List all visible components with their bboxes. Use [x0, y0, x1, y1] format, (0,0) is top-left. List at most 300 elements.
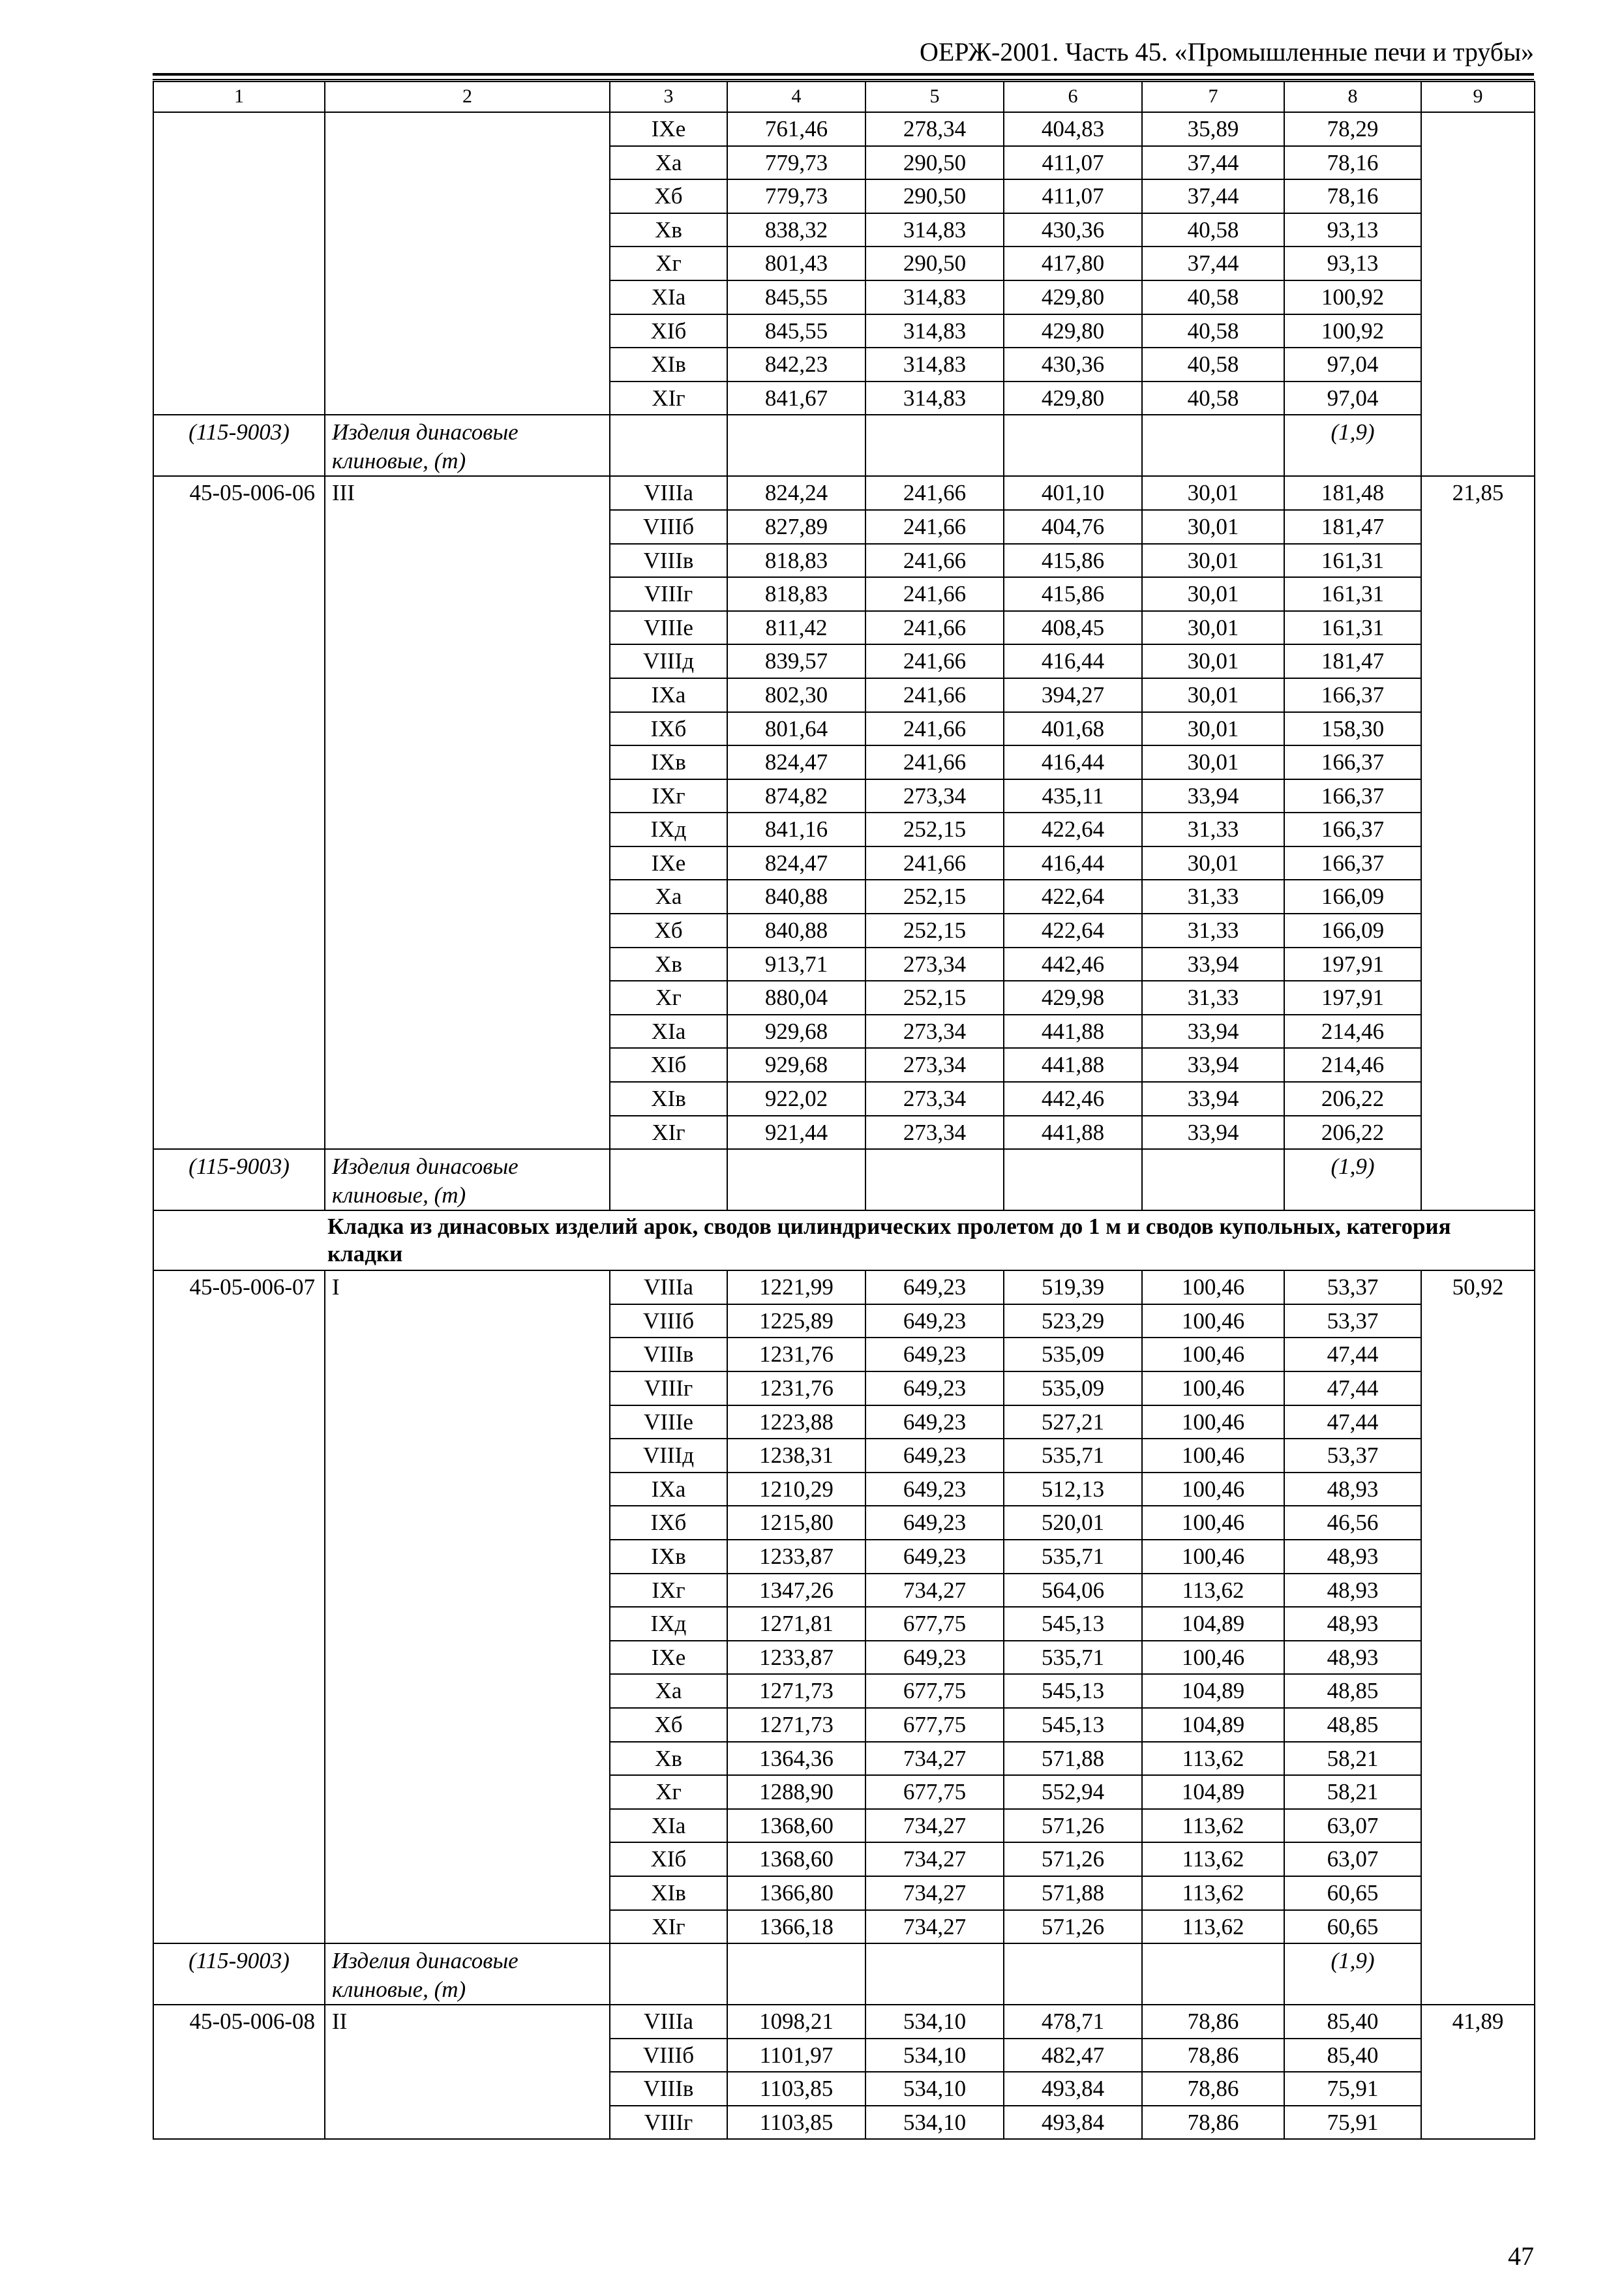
- price-value: 404,76: [1004, 510, 1142, 544]
- column-number-header: 8: [1284, 82, 1421, 112]
- price-value: 824,47: [727, 745, 865, 779]
- price-value: 97,04: [1284, 348, 1421, 382]
- price-value: 314,83: [865, 382, 1004, 415]
- price-value: 113,62: [1142, 1876, 1284, 1910]
- price-value: 1098,21: [727, 2005, 865, 2039]
- price-value: 75,91: [1284, 2106, 1421, 2140]
- price-value: 401,10: [1004, 476, 1142, 510]
- price-value: 40,58: [1142, 314, 1284, 348]
- material-quantity: (1,9): [1284, 415, 1421, 476]
- empty-cell: [1142, 1943, 1284, 2005]
- price-value: 417,80: [1004, 247, 1142, 280]
- price-value: 166,37: [1284, 813, 1421, 846]
- price-value: 649,23: [865, 1304, 1004, 1338]
- section-title: Кладка из динасовых изделий арок, сводов цилиндрических пролетом до 1 м и сводов купольных, категория кладки: [153, 1210, 1535, 1270]
- price-value: 874,82: [727, 779, 865, 813]
- price-value: 394,27: [1004, 678, 1142, 712]
- price-value: 214,46: [1284, 1048, 1421, 1082]
- price-value: 290,50: [865, 247, 1004, 280]
- empty-cell: [610, 415, 727, 476]
- price-value: 818,83: [727, 544, 865, 578]
- price-value: 181,47: [1284, 644, 1421, 678]
- price-value: 241,66: [865, 678, 1004, 712]
- material-row: [153, 415, 1535, 476]
- price-value: 78,16: [1284, 146, 1421, 180]
- price-value: 158,30: [1284, 712, 1421, 746]
- column-number-header: 7: [1142, 82, 1284, 112]
- price-value: 1231,76: [727, 1371, 865, 1405]
- temperature-zone: VIIIг: [610, 577, 727, 611]
- masonry-category: I: [325, 1270, 610, 1943]
- price-value: 241,66: [865, 644, 1004, 678]
- price-value: 493,84: [1004, 2106, 1142, 2140]
- price-value: 761,46: [727, 112, 865, 146]
- temperature-zone: IXа: [610, 1473, 727, 1506]
- price-value: 442,46: [1004, 1082, 1142, 1116]
- temperature-zone: IXг: [610, 1574, 727, 1608]
- price-value: 422,64: [1004, 813, 1142, 846]
- empty-cell: [1142, 1149, 1284, 1210]
- material-code: (115-9003): [153, 1943, 325, 2005]
- price-value: 166,09: [1284, 914, 1421, 948]
- price-value: 840,88: [727, 914, 865, 948]
- price-value: 100,46: [1142, 1473, 1284, 1506]
- price-value: 478,71: [1004, 2005, 1142, 2039]
- price-value: 520,01: [1004, 1506, 1142, 1540]
- price-value: 241,66: [865, 745, 1004, 779]
- temperature-zone: Xг: [610, 247, 727, 280]
- price-value: 1233,87: [727, 1540, 865, 1574]
- price-value: 523,29: [1004, 1304, 1142, 1338]
- price-value: 241,66: [865, 510, 1004, 544]
- price-value: 166,37: [1284, 745, 1421, 779]
- temperature-zone: XIа: [610, 1809, 727, 1843]
- temperature-zone: Xа: [610, 880, 727, 914]
- price-value: 734,27: [865, 1742, 1004, 1776]
- header-rule-thin: [153, 79, 1534, 80]
- price-value: 416,44: [1004, 644, 1142, 678]
- price-value: 429,98: [1004, 981, 1142, 1015]
- temperature-zone: IXд: [610, 1607, 727, 1641]
- price-value: 37,44: [1142, 179, 1284, 213]
- temperature-zone: VIIIв: [610, 2072, 727, 2106]
- price-value: 166,37: [1284, 779, 1421, 813]
- temperature-zone: XIг: [610, 382, 727, 415]
- rates-table: [153, 81, 1535, 2140]
- temperature-zone: VIIIд: [610, 644, 727, 678]
- empty-cell: [610, 1943, 727, 2005]
- price-value: 571,26: [1004, 1842, 1142, 1876]
- column-9-value: [1421, 112, 1535, 476]
- column-number-header: 9: [1421, 82, 1535, 112]
- price-value: 1271,73: [727, 1674, 865, 1708]
- price-value: 33,94: [1142, 948, 1284, 981]
- price-value: 404,83: [1004, 112, 1142, 146]
- column-number-header: 6: [1004, 82, 1142, 112]
- price-value: 40,58: [1142, 213, 1284, 247]
- price-value: 241,66: [865, 846, 1004, 880]
- material-name: Изделия динасовые клиновые, (т): [325, 1943, 610, 2005]
- column-number-row: [153, 82, 1535, 112]
- masonry-category: II: [325, 2005, 610, 2139]
- price-value: 1368,60: [727, 1809, 865, 1843]
- empty-cell: [1004, 1149, 1142, 1210]
- price-value: 552,94: [1004, 1775, 1142, 1809]
- column-9-value: 50,92: [1421, 1270, 1535, 2005]
- price-value: 649,23: [865, 1270, 1004, 1304]
- price-value: 519,39: [1004, 1270, 1142, 1304]
- price-value: 430,36: [1004, 213, 1142, 247]
- price-value: 571,88: [1004, 1742, 1142, 1776]
- material-code: (115-9003): [153, 1149, 325, 1210]
- price-value: 921,44: [727, 1116, 865, 1150]
- temperature-zone: VIIIг: [610, 2106, 727, 2140]
- price-value: 677,75: [865, 1607, 1004, 1641]
- temperature-zone: Xа: [610, 146, 727, 180]
- price-value: 1364,36: [727, 1742, 865, 1776]
- price-value: 1368,60: [727, 1842, 865, 1876]
- price-value: 93,13: [1284, 213, 1421, 247]
- column-9-value: 41,89: [1421, 2005, 1535, 2139]
- price-value: 197,91: [1284, 981, 1421, 1015]
- price-value: 30,01: [1142, 846, 1284, 880]
- price-value: 734,27: [865, 1809, 1004, 1843]
- price-value: 415,86: [1004, 544, 1142, 578]
- price-value: 734,27: [865, 1910, 1004, 1944]
- price-value: 85,40: [1284, 2005, 1421, 2039]
- price-value: 571,26: [1004, 1910, 1142, 1944]
- column-number-header: 4: [727, 82, 865, 112]
- price-value: 30,01: [1142, 510, 1284, 544]
- price-value: 649,23: [865, 1641, 1004, 1675]
- price-value: 314,83: [865, 213, 1004, 247]
- price-value: 818,83: [727, 577, 865, 611]
- price-value: 1101,97: [727, 2039, 865, 2072]
- price-value: 166,09: [1284, 880, 1421, 914]
- price-value: 734,27: [865, 1876, 1004, 1910]
- price-value: 779,73: [727, 179, 865, 213]
- temperature-zone: XIг: [610, 1116, 727, 1150]
- price-value: 78,86: [1142, 2039, 1284, 2072]
- temperature-zone: VIIIг: [610, 1371, 727, 1405]
- price-value: 273,34: [865, 948, 1004, 981]
- price-value: 100,46: [1142, 1338, 1284, 1371]
- price-value: 30,01: [1142, 577, 1284, 611]
- price-value: 649,23: [865, 1540, 1004, 1574]
- material-name: Изделия динасовые клиновые, (т): [325, 1149, 610, 1210]
- price-value: 1366,18: [727, 1910, 865, 1944]
- price-value: 63,07: [1284, 1809, 1421, 1843]
- temperature-zone: Xг: [610, 981, 727, 1015]
- price-value: 1271,81: [727, 1607, 865, 1641]
- empty-cell: [865, 415, 1004, 476]
- temperature-zone: VIIIб: [610, 1304, 727, 1338]
- price-value: 290,50: [865, 146, 1004, 180]
- price-value: 534,10: [865, 2039, 1004, 2072]
- price-value: 197,91: [1284, 948, 1421, 981]
- temperature-zone: IXг: [610, 779, 727, 813]
- temperature-zone: IXб: [610, 1506, 727, 1540]
- price-value: 58,21: [1284, 1742, 1421, 1776]
- price-value: 840,88: [727, 880, 865, 914]
- price-value: 53,37: [1284, 1270, 1421, 1304]
- price-value: 545,13: [1004, 1674, 1142, 1708]
- price-value: 78,86: [1142, 2072, 1284, 2106]
- price-value: 104,89: [1142, 1607, 1284, 1641]
- price-value: 48,93: [1284, 1574, 1421, 1608]
- temperature-zone: Xг: [610, 1775, 727, 1809]
- price-value: 100,46: [1142, 1270, 1284, 1304]
- price-value: 411,07: [1004, 146, 1142, 180]
- price-value: 535,09: [1004, 1338, 1142, 1371]
- page-number: 47: [1508, 2241, 1534, 2271]
- price-value: 802,30: [727, 678, 865, 712]
- column-number-header: 1: [153, 82, 325, 112]
- price-value: 534,10: [865, 2005, 1004, 2039]
- price-value: 58,21: [1284, 1775, 1421, 1809]
- price-value: 1221,99: [727, 1270, 865, 1304]
- price-value: 408,45: [1004, 611, 1142, 645]
- price-value: 48,85: [1284, 1708, 1421, 1742]
- price-value: 241,66: [865, 577, 1004, 611]
- price-value: 435,11: [1004, 779, 1142, 813]
- temperature-zone: Xа: [610, 1674, 727, 1708]
- price-value: 1225,89: [727, 1304, 865, 1338]
- price-value: 545,13: [1004, 1708, 1142, 1742]
- price-value: 564,06: [1004, 1574, 1142, 1608]
- price-value: 104,89: [1142, 1775, 1284, 1809]
- empty-cell: [1004, 1943, 1142, 2005]
- price-value: 880,04: [727, 981, 865, 1015]
- price-value: 811,42: [727, 611, 865, 645]
- price-value: 649,23: [865, 1506, 1004, 1540]
- price-value: 845,55: [727, 314, 865, 348]
- price-value: 100,46: [1142, 1304, 1284, 1338]
- temperature-zone: XIв: [610, 348, 727, 382]
- price-value: 824,47: [727, 846, 865, 880]
- temperature-zone: XIа: [610, 280, 727, 314]
- table-row: [153, 112, 1535, 146]
- price-value: 30,01: [1142, 476, 1284, 510]
- table-row: [153, 1270, 1535, 1304]
- price-value: 290,50: [865, 179, 1004, 213]
- header-rule-thick: [153, 73, 1534, 76]
- column-number-header: 5: [865, 82, 1004, 112]
- price-value: 53,37: [1284, 1439, 1421, 1473]
- price-value: 48,93: [1284, 1641, 1421, 1675]
- price-value: 827,89: [727, 510, 865, 544]
- price-value: 441,88: [1004, 1015, 1142, 1049]
- price-value: 535,71: [1004, 1641, 1142, 1675]
- price-value: 181,48: [1284, 476, 1421, 510]
- temperature-zone: VIIIд: [610, 1439, 727, 1473]
- temperature-zone: VIIIа: [610, 476, 727, 510]
- price-value: 33,94: [1142, 1015, 1284, 1049]
- price-value: 535,71: [1004, 1540, 1142, 1574]
- price-value: 33,94: [1142, 1116, 1284, 1150]
- temperature-zone: IXа: [610, 678, 727, 712]
- price-value: 429,80: [1004, 314, 1142, 348]
- price-value: 677,75: [865, 1674, 1004, 1708]
- price-value: 1215,80: [727, 1506, 865, 1540]
- price-value: 273,34: [865, 1116, 1004, 1150]
- price-value: 93,13: [1284, 247, 1421, 280]
- price-value: 422,64: [1004, 914, 1142, 948]
- price-value: 97,04: [1284, 382, 1421, 415]
- temperature-zone: XIа: [610, 1015, 727, 1049]
- price-value: 113,62: [1142, 1842, 1284, 1876]
- price-value: 100,46: [1142, 1371, 1284, 1405]
- price-value: 677,75: [865, 1708, 1004, 1742]
- price-value: 779,73: [727, 146, 865, 180]
- price-value: 30,01: [1142, 544, 1284, 578]
- empty-cell: [1004, 415, 1142, 476]
- price-value: 415,86: [1004, 577, 1142, 611]
- price-value: 100,46: [1142, 1506, 1284, 1540]
- price-value: 37,44: [1142, 247, 1284, 280]
- price-value: 46,56: [1284, 1506, 1421, 1540]
- price-value: 534,10: [865, 2072, 1004, 2106]
- table-row: [153, 2005, 1535, 2039]
- temperature-zone: XIв: [610, 1082, 727, 1116]
- column-number-header: 2: [325, 82, 610, 112]
- temperature-zone: XIб: [610, 1842, 727, 1876]
- price-value: 442,46: [1004, 948, 1142, 981]
- price-value: 571,88: [1004, 1876, 1142, 1910]
- column-number-header: 3: [610, 82, 727, 112]
- price-value: 273,34: [865, 779, 1004, 813]
- price-value: 273,34: [865, 1048, 1004, 1082]
- price-value: 429,80: [1004, 382, 1142, 415]
- price-value: 30,01: [1142, 745, 1284, 779]
- price-value: 535,71: [1004, 1439, 1142, 1473]
- temperature-zone: XIб: [610, 314, 727, 348]
- price-value: 416,44: [1004, 745, 1142, 779]
- price-value: 252,15: [865, 813, 1004, 846]
- price-value: 649,23: [865, 1439, 1004, 1473]
- price-value: 845,55: [727, 280, 865, 314]
- price-value: 824,24: [727, 476, 865, 510]
- price-value: 734,27: [865, 1574, 1004, 1608]
- price-value: 649,23: [865, 1473, 1004, 1506]
- price-value: 252,15: [865, 880, 1004, 914]
- price-value: 841,16: [727, 813, 865, 846]
- temperature-zone: VIIIб: [610, 510, 727, 544]
- temperature-zone: Xб: [610, 1708, 727, 1742]
- price-value: 161,31: [1284, 577, 1421, 611]
- temperature-zone: IXб: [610, 712, 727, 746]
- material-row: [153, 1943, 1535, 2005]
- price-value: 1231,76: [727, 1338, 865, 1371]
- price-value: 422,64: [1004, 880, 1142, 914]
- price-value: 273,34: [865, 1082, 1004, 1116]
- price-value: 241,66: [865, 611, 1004, 645]
- price-value: 571,26: [1004, 1809, 1142, 1843]
- price-value: 75,91: [1284, 2072, 1421, 2106]
- price-value: 1238,31: [727, 1439, 865, 1473]
- price-value: 314,83: [865, 314, 1004, 348]
- price-value: 206,22: [1284, 1116, 1421, 1150]
- temperature-zone: XIв: [610, 1876, 727, 1910]
- price-value: 78,86: [1142, 2005, 1284, 2039]
- price-value: 535,09: [1004, 1371, 1142, 1405]
- material-quantity: (1,9): [1284, 1943, 1421, 2005]
- temperature-zone: IXв: [610, 745, 727, 779]
- price-value: 100,46: [1142, 1439, 1284, 1473]
- price-value: 801,43: [727, 247, 865, 280]
- price-value: 922,02: [727, 1082, 865, 1116]
- price-value: 214,46: [1284, 1015, 1421, 1049]
- temperature-zone: Xб: [610, 914, 727, 948]
- price-value: 1223,88: [727, 1405, 865, 1439]
- price-value: 78,16: [1284, 179, 1421, 213]
- price-value: 30,01: [1142, 712, 1284, 746]
- empty-cell: [865, 1149, 1004, 1210]
- price-value: 113,62: [1142, 1742, 1284, 1776]
- price-value: 734,27: [865, 1842, 1004, 1876]
- price-value: 33,94: [1142, 1082, 1284, 1116]
- rate-code: 45-05-006-07: [153, 1270, 325, 1943]
- temperature-zone: VIIIв: [610, 544, 727, 578]
- masonry-category: III: [325, 476, 610, 1149]
- price-value: 278,34: [865, 112, 1004, 146]
- price-value: 411,07: [1004, 179, 1142, 213]
- price-value: 100,92: [1284, 280, 1421, 314]
- running-header: ОЕРЖ-2001. Часть 45. «Промышленные печи и трубы»: [919, 37, 1534, 67]
- masonry-category: [325, 112, 610, 415]
- empty-cell: [610, 1149, 727, 1210]
- price-value: 31,33: [1142, 880, 1284, 914]
- price-value: 838,32: [727, 213, 865, 247]
- price-value: 166,37: [1284, 846, 1421, 880]
- price-value: 512,13: [1004, 1473, 1142, 1506]
- temperature-zone: Xб: [610, 179, 727, 213]
- price-value: 545,13: [1004, 1607, 1142, 1641]
- price-value: 37,44: [1142, 146, 1284, 180]
- price-value: 929,68: [727, 1015, 865, 1049]
- temperature-zone: VIIIв: [610, 1338, 727, 1371]
- empty-cell: [865, 1943, 1004, 2005]
- price-value: 113,62: [1142, 1910, 1284, 1944]
- price-value: 30,01: [1142, 678, 1284, 712]
- temperature-zone: IXе: [610, 112, 727, 146]
- price-value: 1103,85: [727, 2106, 865, 2140]
- empty-cell: [1142, 415, 1284, 476]
- price-value: 30,01: [1142, 644, 1284, 678]
- price-value: 48,93: [1284, 1473, 1421, 1506]
- price-value: 63,07: [1284, 1842, 1421, 1876]
- price-value: 527,21: [1004, 1405, 1142, 1439]
- price-value: 677,75: [865, 1775, 1004, 1809]
- temperature-zone: Xв: [610, 1742, 727, 1776]
- temperature-zone: XIб: [610, 1048, 727, 1082]
- empty-cell: [727, 1943, 865, 2005]
- price-value: 31,33: [1142, 813, 1284, 846]
- price-value: 482,47: [1004, 2039, 1142, 2072]
- temperature-zone: IXд: [610, 813, 727, 846]
- price-value: 649,23: [865, 1371, 1004, 1405]
- price-value: 801,64: [727, 712, 865, 746]
- rate-code: 45-05-006-08: [153, 2005, 325, 2139]
- price-value: 241,66: [865, 476, 1004, 510]
- price-value: 40,58: [1142, 348, 1284, 382]
- price-value: 1103,85: [727, 2072, 865, 2106]
- price-value: 48,85: [1284, 1674, 1421, 1708]
- price-value: 113,62: [1142, 1809, 1284, 1843]
- price-value: 85,40: [1284, 2039, 1421, 2072]
- column-9-value: 21,85: [1421, 476, 1535, 1210]
- price-value: 78,86: [1142, 2106, 1284, 2140]
